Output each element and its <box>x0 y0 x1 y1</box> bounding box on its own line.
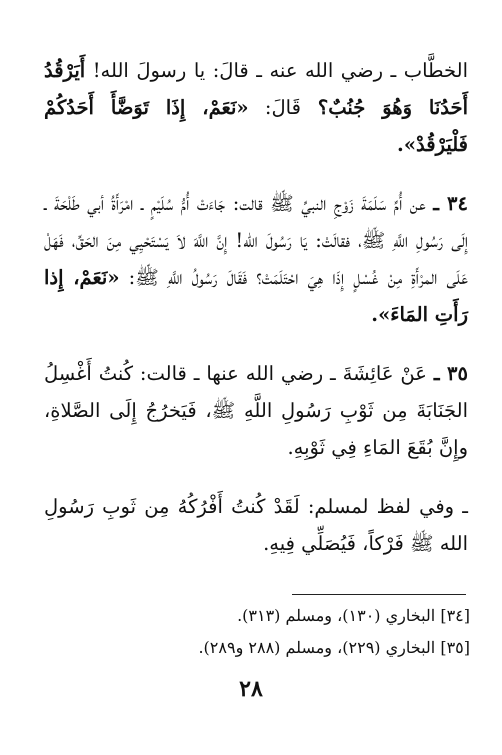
hadith-34-answer: «نَعَمْ، إِذا رَأَتِ المَاءَ». <box>44 266 468 326</box>
hadith-35-number: ٣٥ ـ <box>433 362 468 385</box>
hadith-33-intro: الخطَّاب ـ رضي الله عنه ـ قالَ: يا رسولَ الله! <box>85 59 468 82</box>
footnote-35: [٣٥] البخاري (٢٢٩)، ومسلم (٢٨٨ و٢٨٩). <box>198 638 470 657</box>
hadith-35-text: عَنْ عَائِشَةَ ـ رضي الله عنها ـ قالت: كُنتُ أَغْسِلُ الجَنَابَةَ مِن ثَوْبِ رَسُولِ اللَّهِ ﷺ، فَيَخرُجُ إِلَى الصَّلاةِ، وإِنَّ بُقَعَ المَاءِ فِي ثَوْبِهِ. <box>44 362 468 459</box>
hadith-33-question: أَيَرْقُدُ أَحَدُنَا وَهُوَ جُنُبٌ؟ <box>44 59 468 119</box>
footnote-34: [٣٤] البخاري (١٣٠)، ومسلم (٣١٣). <box>237 606 470 625</box>
hadith-33-answer: «نَعَمْ، إِذَا تَوَضَّأَ أَحَدُكُمْ فَلْيَرْقُدْ». <box>44 96 468 156</box>
hadith-33-continuation <box>44 52 468 163</box>
page-body <box>44 52 468 562</box>
footnotes <box>30 600 470 664</box>
hadith-34-number: ٣٤ ـ <box>433 192 468 215</box>
muslim-variant: ـ وفي لفظ لمسلم: لَقَدْ كُنتُ أَفْرُكُهُ مِن ثَوبِ رَسُولِ الله ﷺ فَرْكاً، فَيُصَلِّي فِيهِ. <box>44 495 468 555</box>
page-number: ٢٨ <box>239 676 263 702</box>
hadith-33-said: قَالَ: <box>248 96 301 119</box>
hadith-34 <box>44 185 468 333</box>
footnote-divider <box>292 594 466 595</box>
hadith-34-text: عن أُمِّ سَلَمَةَ زَوْجِ النبيِّ ﷺ قالت: جَاءَتْ أُمُّ سُلَيْمٍ ـ امْرَأَةُ أبي طَلْحَةَ ـ إِلَى رَسُولِ اللَّهِ ﷺ، فقالَتْ: يَا رَسُولَ الله! إِنَّ اللَّهَ لاَ يَسْتَحْيِي مِنَ الحَقِّ، فَهَلْ عَلَى المرْأَةِ مِنْ غُسْلٍ إِذَا هِيَ احْتَلَمَتْ؟ فَقَالَ رَسُولُ اللَّهِ ﷺ: <box>44 192 468 289</box>
hadith-35 <box>44 355 468 466</box>
